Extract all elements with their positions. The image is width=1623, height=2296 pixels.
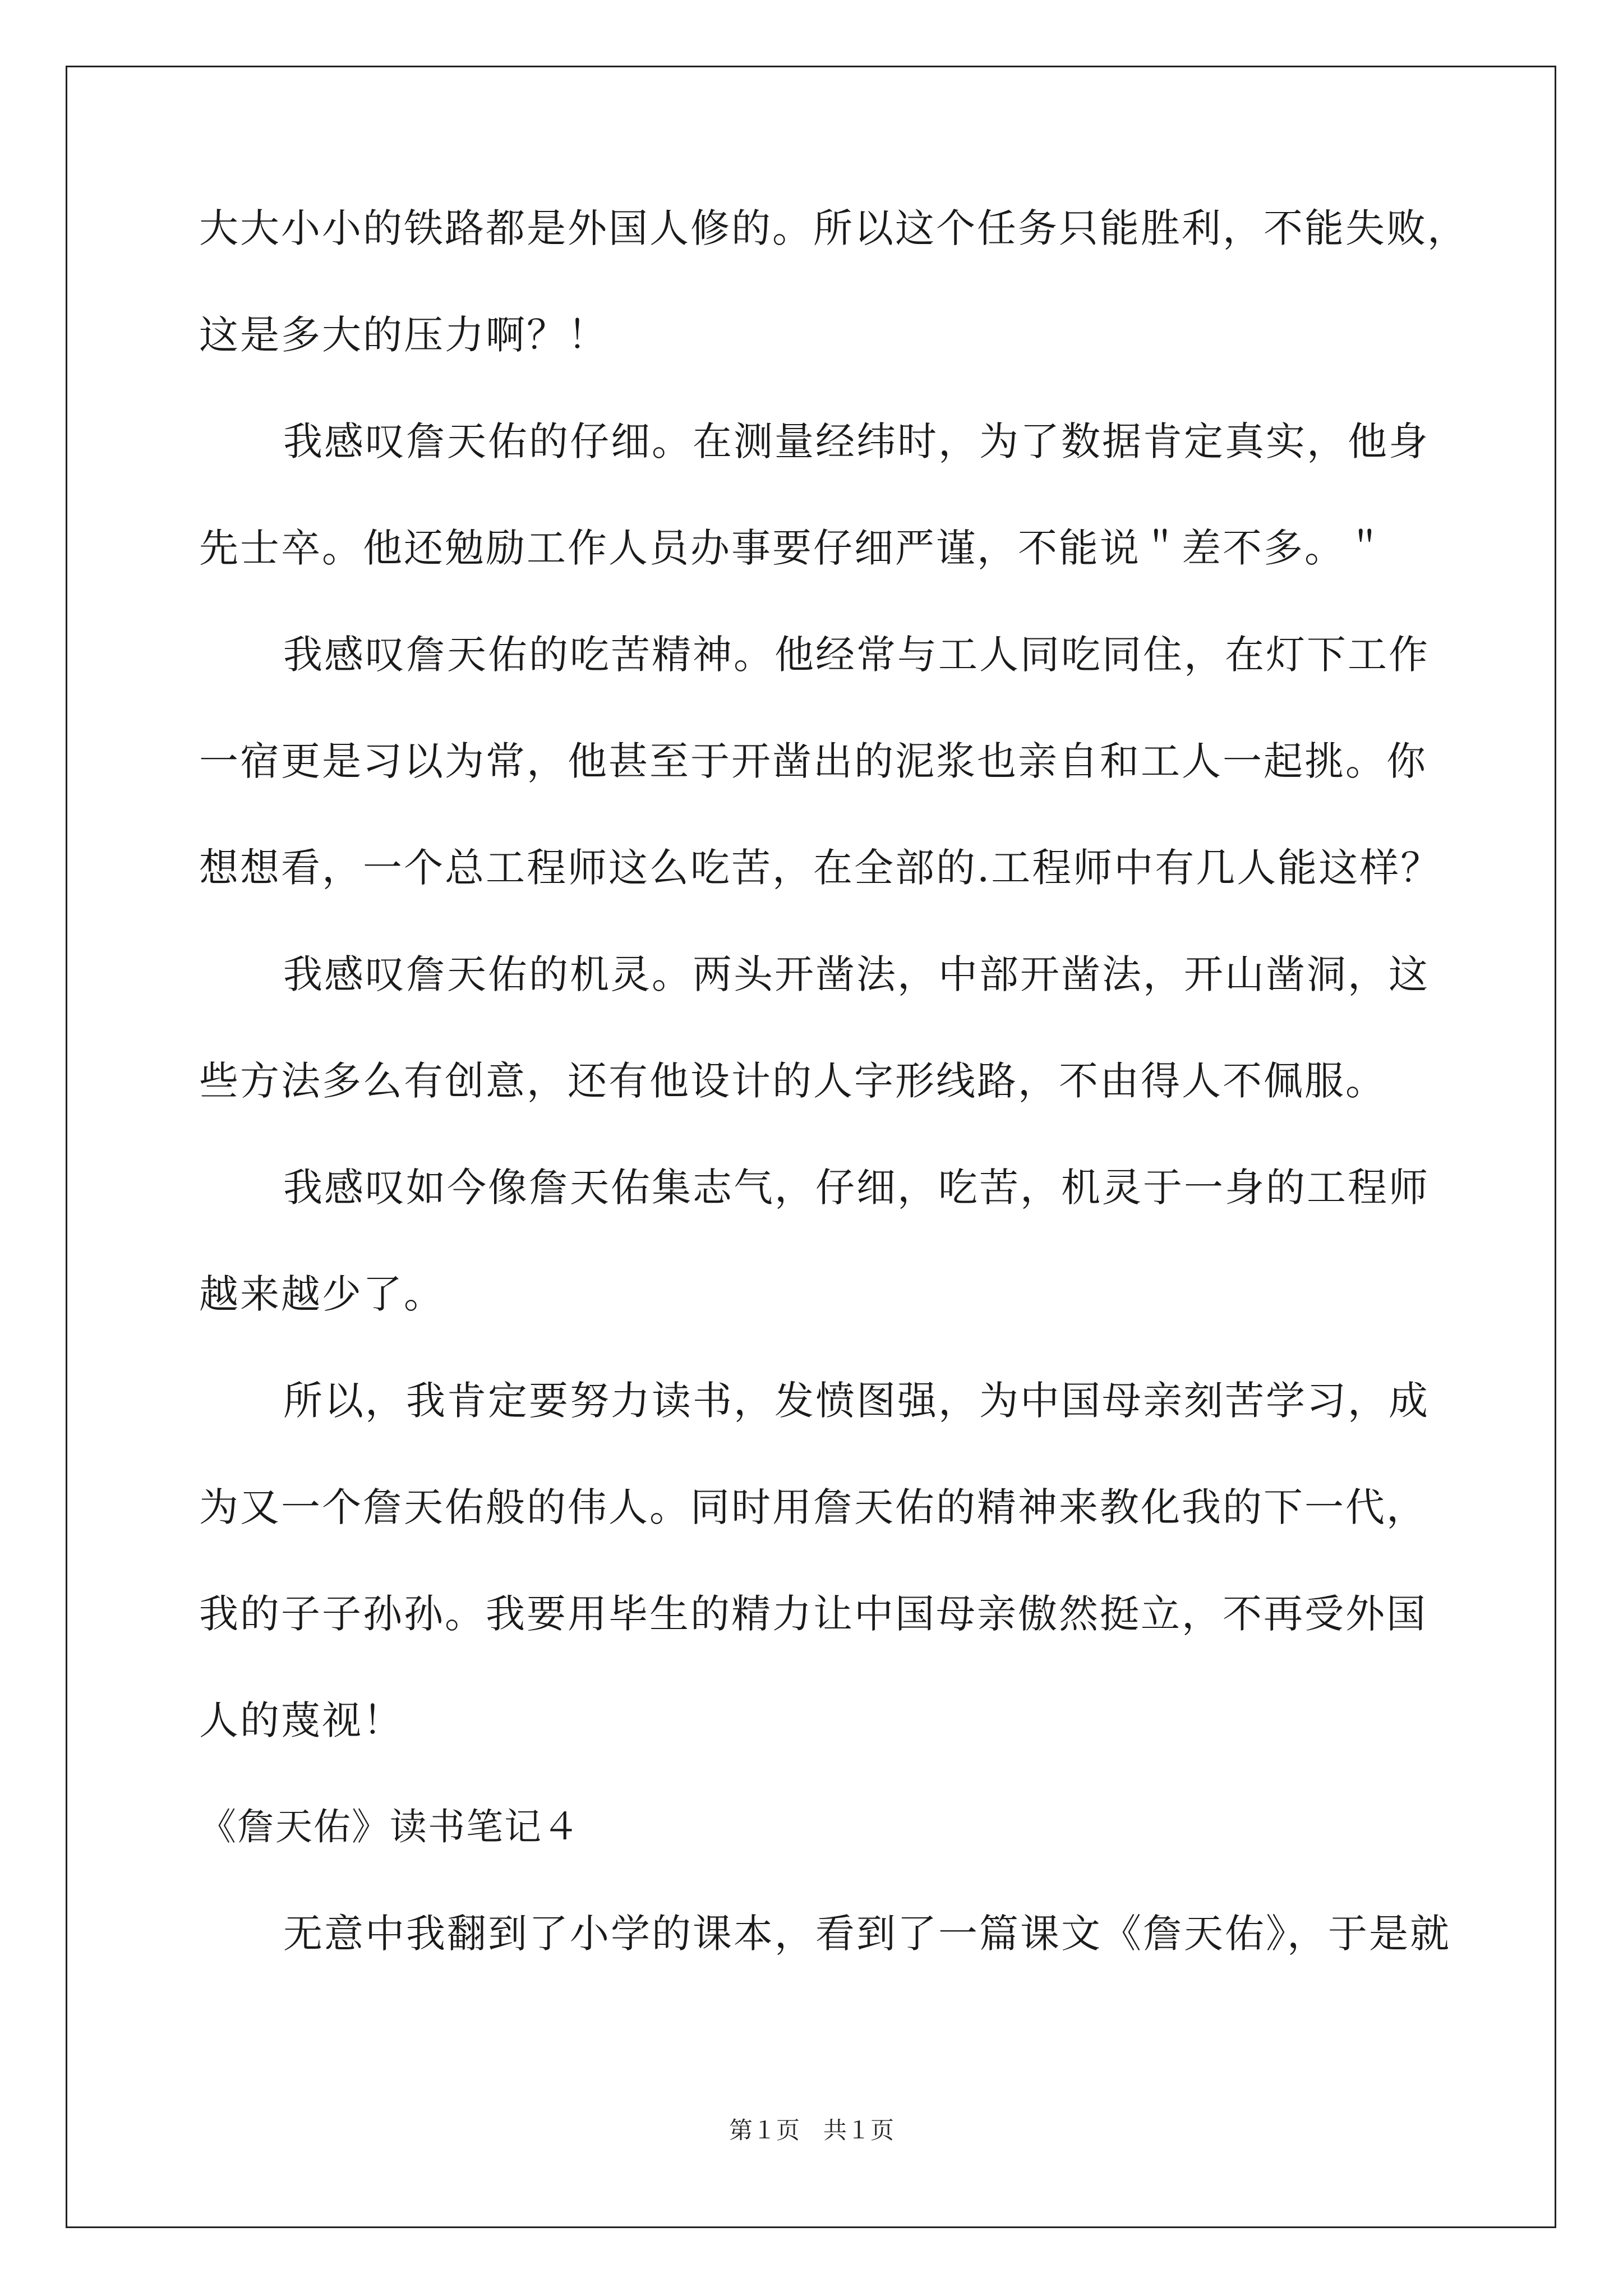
paragraph-line: 为又一个詹天佑般的伟人。同时用詹天佑的精神来教化我的下一代， (199, 1484, 1427, 1530)
paragraph-line: 一宿更是习以为常，他甚至于开凿出的泥浆也亲自和工人一起挑。你 (199, 738, 1427, 784)
paragraph-line: 我感叹詹天佑的仔细。在测量经纬时，为了数据肯定真实，他身 (283, 418, 1430, 464)
paragraph-line: 我感叹如今像詹天佑集志气，仔细，吃苦，机灵于一身的工程师 (283, 1165, 1430, 1211)
paragraph-line: 越来越少了。 (199, 1271, 445, 1317)
paragraph-line: 我感叹詹天佑的吃苦精神。他经常与工人同吃同住，在灯下工作 (283, 632, 1430, 678)
paragraph-line: 无意中我翻到了小学的课本，看到了一篇课文《詹天佑》，于是就 (283, 1911, 1451, 1957)
paragraph-line: 先士卒。他还勉励工作人员办事要仔细严谨，不能说＂差不多。＂ (199, 525, 1386, 571)
paragraph-line: 想想看，一个总工程师这么吃苦，在全部的.工程师中有几人能这样？ (199, 845, 1442, 891)
paragraph-line: 这是多大的压力啊？！ (199, 312, 608, 358)
paragraph-line: 我的子子孙孙。我要用毕生的精力让中国母亲傲然挺立，不再受外国 (199, 1591, 1427, 1637)
section-heading: 《詹天佑》读书笔记４ (199, 1805, 580, 1848)
paragraph-line: 大大小小的铁路都是外国人修的。所以这个任务只能胜利，不能失败， (199, 205, 1468, 251)
page-number: 第１页 共１页 (728, 2116, 894, 2144)
paragraph-line: 我感叹詹天佑的机灵。两头开凿法，中部开凿法，开山凿洞，这 (283, 951, 1430, 997)
document-body (199, 205, 1468, 1957)
paragraph-line: 人的蔑视！ (199, 1697, 404, 1743)
paragraph-line: 些方法多么有创意，还有他设计的人字形线路，不由得人不佩服。 (199, 1058, 1386, 1104)
paragraph-line: 所以，我肯定要努力读书，发愤图强，为中国母亲刻苦学习，成 (283, 1378, 1430, 1424)
